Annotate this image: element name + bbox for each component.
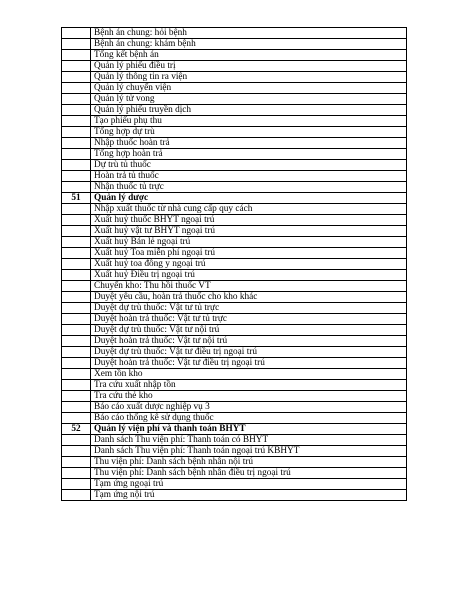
table-row	[62, 259, 407, 270]
row-number-cell	[62, 204, 91, 215]
row-number-cell	[62, 171, 91, 182]
table-row	[62, 369, 407, 380]
function-name-cell: Bệnh án chung: khám bệnh	[91, 39, 407, 50]
function-name-cell: Danh sách Thu viện phí: Thanh toán ngoại trú KBHYT	[91, 446, 407, 457]
row-number-cell	[62, 347, 91, 358]
function-name-cell: Xuất huỷ Điều trị ngoại trú	[91, 270, 407, 281]
function-name-cell: Duyệt dự trù thuốc: Vật tư tủ trực	[91, 303, 407, 314]
table-row	[62, 303, 407, 314]
function-name-cell: Xuất huỷ vật tư BHYT ngoại trú	[91, 226, 407, 237]
table-row	[62, 479, 407, 490]
row-number-cell	[62, 138, 91, 149]
section-title-cell: Quản lý dược	[91, 193, 407, 204]
function-name-cell: Quản lý phiếu điều trị	[91, 61, 407, 72]
function-name-cell: Duyệt hoàn trả thuốc: Vật tư tủ trực	[91, 314, 407, 325]
table-row	[62, 347, 407, 358]
function-name-cell: Báo cáo thống kê sử dụng thuốc	[91, 413, 407, 424]
row-number-cell	[62, 248, 91, 259]
table-row	[62, 160, 407, 171]
table-row	[62, 281, 407, 292]
table-row	[62, 149, 407, 160]
row-number-cell	[62, 160, 91, 171]
function-name-cell: Tổng kết bệnh án	[91, 50, 407, 61]
row-number-cell	[62, 479, 91, 490]
row-number-cell	[62, 468, 91, 479]
row-number-cell	[62, 435, 91, 446]
table-row	[62, 325, 407, 336]
table-row	[62, 116, 407, 127]
function-list-body	[62, 28, 407, 501]
row-number-cell	[62, 83, 91, 94]
table-row	[62, 72, 407, 83]
function-name-cell: Danh sách Thu viện phí: Thanh toán có BHYT	[91, 435, 407, 446]
function-name-cell: Dự trù tủ thuốc	[91, 160, 407, 171]
function-name-cell: Duyệt yêu cầu, hoàn trả thuốc cho kho khác	[91, 292, 407, 303]
table-row	[62, 380, 407, 391]
table-row	[62, 182, 407, 193]
function-name-cell: Duyệt dự trù thuốc: Vật tư nội trú	[91, 325, 407, 336]
function-name-cell: Xuất huỷ Bán lẻ ngoại trú	[91, 237, 407, 248]
table-row	[62, 435, 407, 446]
function-name-cell: Quản lý tử vong	[91, 94, 407, 105]
table-row	[62, 270, 407, 281]
table-row	[62, 215, 407, 226]
row-number-cell	[62, 28, 91, 39]
function-name-cell: Quản lý phiếu truyền dịch	[91, 105, 407, 116]
row-number-cell	[62, 336, 91, 347]
row-number-cell	[62, 369, 91, 380]
table-row	[62, 61, 407, 72]
row-number-cell	[62, 259, 91, 270]
function-name-cell: Bệnh án chung: hỏi bệnh	[91, 28, 407, 39]
table-row	[62, 83, 407, 94]
function-name-cell: Tạo phiếu phụ thu	[91, 116, 407, 127]
function-name-cell: Hoàn trả tủ thuốc	[91, 171, 407, 182]
table-row	[62, 226, 407, 237]
function-name-cell: Xuất huỷ Toa miễn phí ngoại trú	[91, 248, 407, 259]
row-number-cell: 51	[62, 193, 91, 204]
function-name-cell: Quản lý thông tin ra viện	[91, 72, 407, 83]
function-name-cell: Nhận thuốc tủ trực	[91, 182, 407, 193]
function-name-cell: Tổng hợp dự trù	[91, 127, 407, 138]
row-number-cell	[62, 127, 91, 138]
row-number-cell	[62, 237, 91, 248]
table-row	[62, 457, 407, 468]
function-name-cell: Duyệt dự trù thuốc: Vật tư điều trị ngoại trú	[91, 347, 407, 358]
function-list-table	[61, 27, 407, 501]
row-number-cell	[62, 72, 91, 83]
function-name-cell: Xem tồn kho	[91, 369, 407, 380]
table-row	[62, 292, 407, 303]
table-row	[62, 50, 407, 61]
section-row	[62, 193, 407, 204]
row-number-cell	[62, 182, 91, 193]
row-number-cell	[62, 281, 91, 292]
function-name-cell: Nhập thuốc hoàn trả	[91, 138, 407, 149]
table-row	[62, 468, 407, 479]
table-row	[62, 314, 407, 325]
table-row	[62, 446, 407, 457]
row-number-cell	[62, 215, 91, 226]
row-number-cell	[62, 446, 91, 457]
function-name-cell: Tra cứu thẻ kho	[91, 391, 407, 402]
row-number-cell	[62, 39, 91, 50]
table-row	[62, 391, 407, 402]
function-name-cell: Duyệt hoàn trả thuốc: Vật tư nội trú	[91, 336, 407, 347]
table-row	[62, 105, 407, 116]
row-number-cell	[62, 314, 91, 325]
function-name-cell: Thu viện phí: Danh sách bệnh nhân nội trú	[91, 457, 407, 468]
function-name-cell: Chuyển kho: Thu hồi thuốc VT	[91, 281, 407, 292]
table-row	[62, 39, 407, 50]
row-number-cell	[62, 457, 91, 468]
section-title-cell: Quản lý viện phí và thanh toán BHYT	[91, 424, 407, 435]
table-row	[62, 204, 407, 215]
table-row	[62, 28, 407, 39]
row-number-cell	[62, 226, 91, 237]
row-number-cell	[62, 402, 91, 413]
row-number-cell	[62, 270, 91, 281]
row-number-cell	[62, 116, 91, 127]
row-number-cell	[62, 490, 91, 501]
function-name-cell: Xuất huỷ toa đông y ngoại trú	[91, 259, 407, 270]
table-row	[62, 127, 407, 138]
row-number-cell	[62, 325, 91, 336]
table-row	[62, 94, 407, 105]
function-name-cell: Xuất huỷ thuốc BHYT ngoại trú	[91, 215, 407, 226]
row-number-cell	[62, 303, 91, 314]
row-number-cell: 52	[62, 424, 91, 435]
row-number-cell	[62, 358, 91, 369]
row-number-cell	[62, 413, 91, 424]
table-row	[62, 171, 407, 182]
table-row	[62, 138, 407, 149]
row-number-cell	[62, 105, 91, 116]
row-number-cell	[62, 149, 91, 160]
document-table-container	[61, 27, 406, 501]
function-name-cell: Tạm ứng nội trú	[91, 490, 407, 501]
function-name-cell: Thu viện phí: Danh sách bệnh nhân điều trị ngoại trú	[91, 468, 407, 479]
table-row	[62, 248, 407, 259]
function-name-cell: Tổng hợp hoàn trả	[91, 149, 407, 160]
section-row	[62, 424, 407, 435]
row-number-cell	[62, 391, 91, 402]
function-name-cell: Quản lý chuyển viện	[91, 83, 407, 94]
table-row	[62, 237, 407, 248]
function-name-cell: Duyệt hoàn trả thuốc: Vật tư điều trị ngoại trú	[91, 358, 407, 369]
row-number-cell	[62, 380, 91, 391]
table-row	[62, 358, 407, 369]
row-number-cell	[62, 50, 91, 61]
function-name-cell: Tra cứu xuất nhập tồn	[91, 380, 407, 391]
table-row	[62, 402, 407, 413]
row-number-cell	[62, 61, 91, 72]
function-name-cell: Báo cáo xuất dược nghiệp vụ 3	[91, 402, 407, 413]
function-name-cell: Tạm ứng ngoại trú	[91, 479, 407, 490]
row-number-cell	[62, 94, 91, 105]
table-row	[62, 413, 407, 424]
table-row	[62, 490, 407, 501]
row-number-cell	[62, 292, 91, 303]
function-name-cell: Nhập xuất thuốc từ nhà cung cấp quy cách	[91, 204, 407, 215]
table-row	[62, 336, 407, 347]
